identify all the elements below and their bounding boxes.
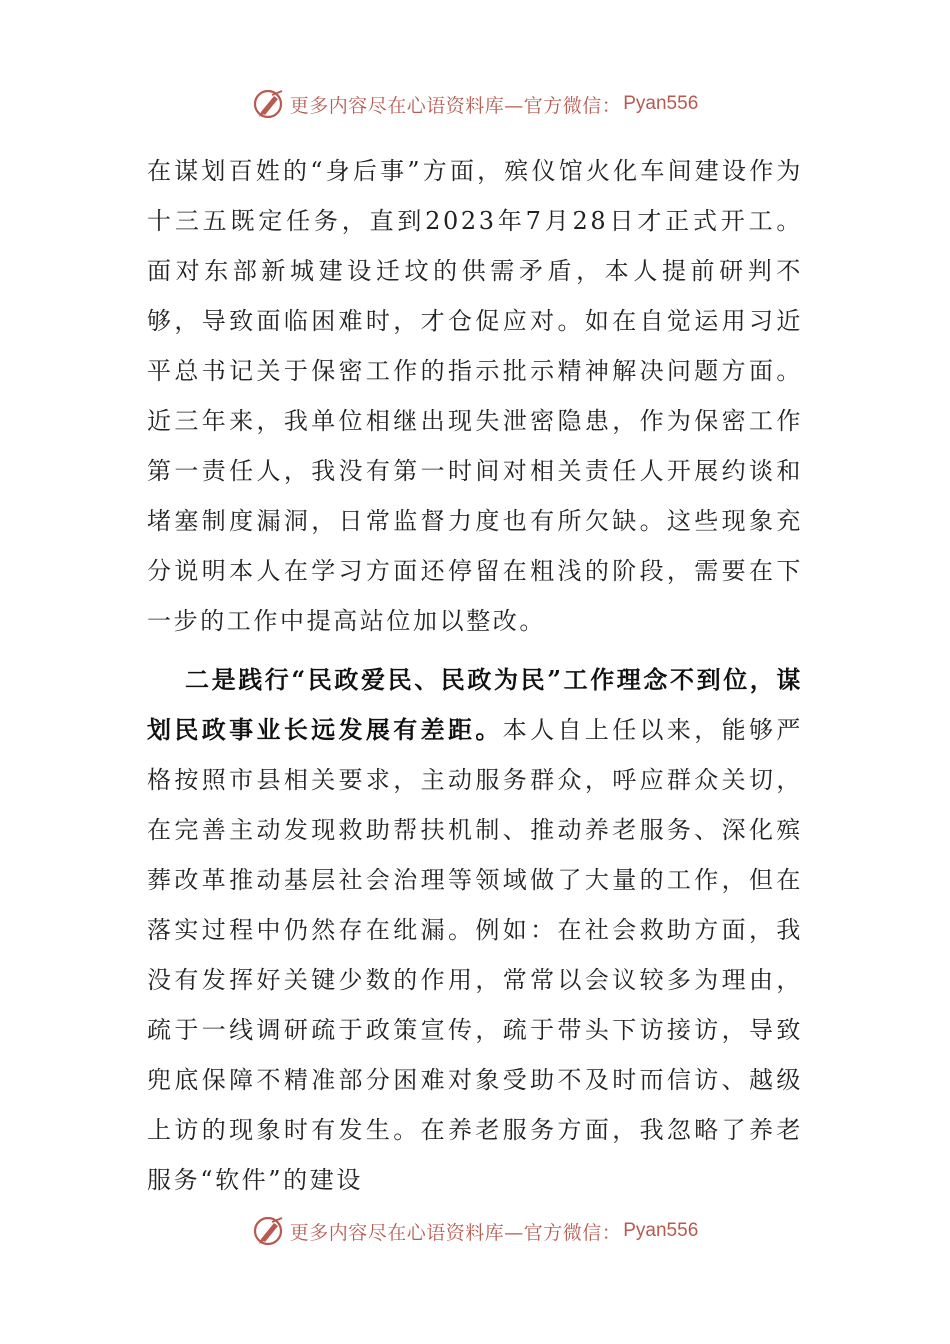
document-body bbox=[147, 146, 803, 1205]
banner-text: 更多内容尽在心语资料库—官方微信： bbox=[289, 1221, 622, 1244]
wechat-id: Pyan556 bbox=[623, 93, 699, 114]
banner-text: 更多内容尽在心语资料库—官方微信： bbox=[289, 94, 622, 117]
header-watermark-banner bbox=[0, 84, 950, 124]
paragraph-2-text: 本人自上任以来，能够严格按照市县相关要求，主动服务群众，呼应群众关切，在完善主动发现救助帮扶机制、推动养老服务、深化殡葬改革推动基层社会治理等领域做了大量的工作，但在落实过程中仍然存在纰漏。例如：在社会救助方面，我没有发挥好关键少数的作用，常常以会议较多为理由，疏于一线调研疏于政策宣传，疏于带头下访接访，导致兜底保障不精准部分困难对象受助不及时而信访、越级上访的现象时有发生。在养老服务方面，我忽略了养老服务“软件”的建设 bbox=[147, 716, 803, 1194]
paragraph-2 bbox=[147, 655, 803, 1205]
paragraph-1: 在谋划百姓的“身后事”方面，殡仪馆火化车间建设作为十三五既定任务，直到2023年7月28日才正式开工。面对东部新城建设迁坟的供需矛盾，本人提前研判不够，导致面临困难时，才仓促应对。如在自觉运用习近平总书记关于保密工作的指示批示精神解决问题方面。近三年来，我单位相继出现失泄密隐患，作为保密工作第一责任人，我没有第一时间对相关责任人开展约谈和堵塞制度漏洞，日常监督力度也有所欠缺。这些现象充分说明本人在学习方面还停留在粗浅的阶段，需要在下一步的工作中提高站位加以整改。 bbox=[147, 157, 803, 635]
wechat-id: Pyan556 bbox=[623, 1220, 699, 1241]
pen-nib-logo-icon bbox=[252, 87, 286, 121]
footer-watermark-banner bbox=[0, 1211, 950, 1251]
paragraph-2-heading: 二是践行“民政爱民、民政为民”工作理念不到位，谋划民政事业长远发展有差距。 bbox=[147, 665, 804, 744]
pen-nib-logo-icon bbox=[252, 1214, 286, 1248]
